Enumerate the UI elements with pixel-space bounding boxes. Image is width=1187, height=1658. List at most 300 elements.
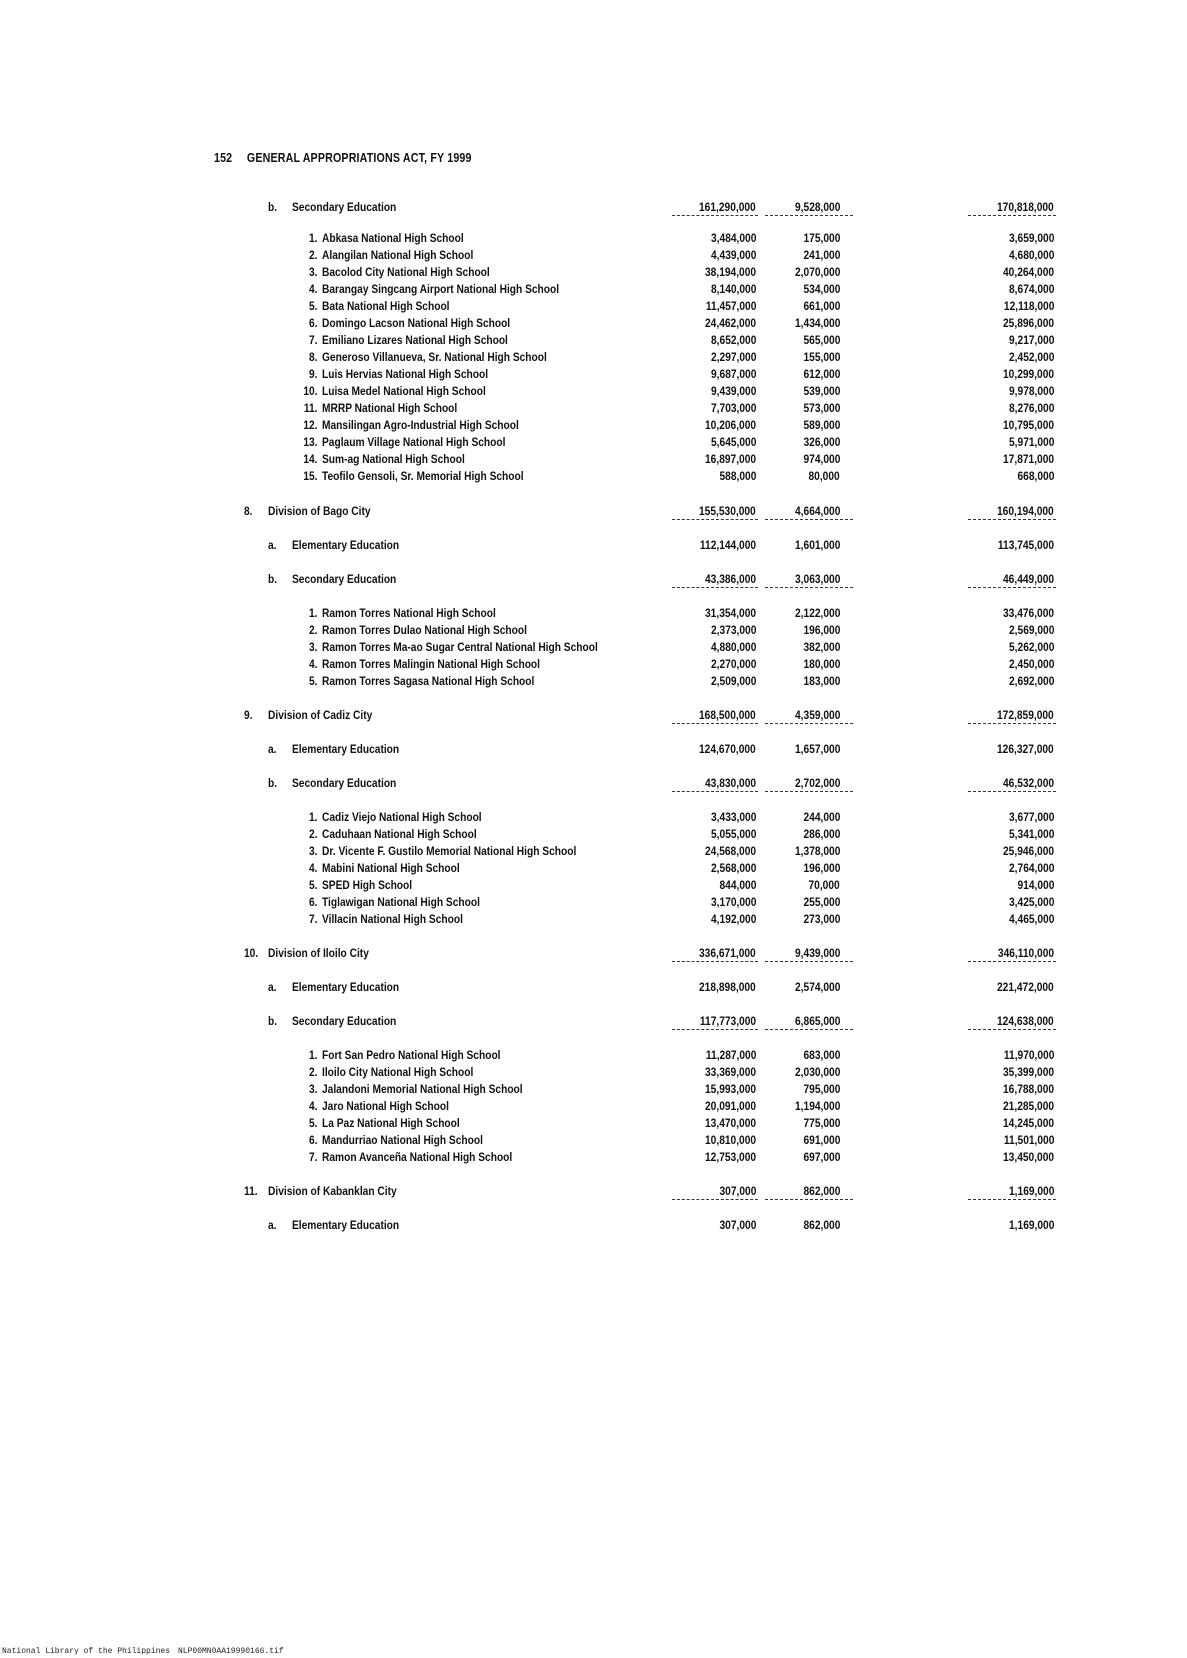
- item-number: 4.: [308, 657, 318, 671]
- amount-col-2: 9,439,000: [794, 946, 840, 960]
- subtotal-rule: [765, 961, 853, 962]
- item-number: 12.: [303, 418, 318, 432]
- amount-col-1: 31,354,000: [704, 606, 756, 620]
- school-row: [0, 655, 1187, 673]
- amount-total: 14,245,000: [1002, 1116, 1054, 1130]
- amount-col-1: 117,773,000: [699, 1014, 756, 1028]
- item-label: MRRP National High School: [322, 401, 458, 415]
- amount-col-2: 2,070,000: [794, 265, 840, 279]
- item-number: 1.: [308, 1048, 318, 1062]
- amount-total: 346,110,000: [997, 946, 1054, 960]
- item-label: Elementary Education: [292, 980, 400, 994]
- amount-col-1: 9,439,000: [710, 384, 756, 398]
- item-number: 3.: [308, 1082, 318, 1096]
- item-label: Ramon Torres Malingin National High School: [322, 657, 540, 671]
- amount-col-2: 196,000: [803, 623, 840, 637]
- item-label: Mandurriao National High School: [322, 1133, 483, 1147]
- item-label: Jalandoni Memorial National High School: [322, 1082, 523, 1096]
- item-label: Barangay Singcang Airport National High School: [322, 282, 560, 296]
- item-number: 1.: [308, 606, 318, 620]
- amount-total: 10,795,000: [1002, 418, 1054, 432]
- amount-total: 1,169,000: [1008, 1218, 1054, 1232]
- school-row: [0, 382, 1187, 400]
- amount-col-2: 196,000: [803, 861, 840, 875]
- subtotal-rule: [765, 519, 853, 520]
- amount-col-2: 1,601,000: [794, 538, 840, 552]
- amount-col-2: 1,194,000: [794, 1099, 840, 1113]
- amount-col-1: 2,270,000: [710, 657, 756, 671]
- amount-col-2: 80,000: [808, 469, 840, 483]
- school-row: [0, 246, 1187, 264]
- amount-total: 221,472,000: [997, 980, 1054, 994]
- amount-col-1: 5,055,000: [710, 827, 756, 841]
- item-label: Elementary Education: [292, 1218, 400, 1232]
- item-number: 10.: [244, 946, 259, 960]
- item-number: 14.: [303, 452, 318, 466]
- item-number: 5.: [308, 674, 318, 688]
- amount-col-1: 12,753,000: [704, 1150, 756, 1164]
- amount-col-1: 336,671,000: [699, 946, 756, 960]
- amount-col-2: 70,000: [808, 878, 840, 892]
- subtotal-rule: [968, 723, 1056, 724]
- school-row: [0, 1114, 1187, 1132]
- subtotal-rule: [765, 215, 853, 216]
- school-row: [0, 331, 1187, 349]
- item-label: Abkasa National High School: [322, 231, 464, 245]
- item-number: 7.: [308, 1150, 318, 1164]
- amount-total: 25,896,000: [1002, 316, 1054, 330]
- amount-col-2: 1,378,000: [794, 844, 840, 858]
- amount-col-2: 795,000: [803, 1082, 840, 1096]
- amount-col-2: 573,000: [803, 401, 840, 415]
- amount-col-1: 11,287,000: [705, 1048, 756, 1062]
- amount-total: 11,970,000: [1003, 1048, 1054, 1062]
- amount-total: 35,399,000: [1002, 1065, 1054, 1079]
- subtotal-rule: [968, 1199, 1056, 1200]
- item-number: 1.: [308, 810, 318, 824]
- amount-total: 25,946,000: [1002, 844, 1054, 858]
- school-row: [0, 399, 1187, 417]
- item-number: 2.: [308, 248, 318, 262]
- amount-total: 5,262,000: [1008, 640, 1054, 654]
- division-row: [0, 502, 1187, 520]
- amount-total: 13,450,000: [1002, 1150, 1054, 1164]
- amount-total: 113,745,000: [997, 538, 1054, 552]
- amount-col-2: 273,000: [803, 912, 840, 926]
- page-number: 152: [214, 150, 233, 165]
- item-label: Bata National High School: [322, 299, 450, 313]
- amount-col-1: 307,000: [719, 1184, 756, 1198]
- amount-col-1: 24,462,000: [704, 316, 756, 330]
- item-label: Secondary Education: [292, 200, 397, 214]
- amount-col-2: 697,000: [803, 1150, 840, 1164]
- subtotal-rule: [968, 791, 1056, 792]
- item-label: Ramon Torres Sagasa National High School: [322, 674, 535, 688]
- item-number: 8.: [244, 504, 253, 518]
- amount-col-2: 3,063,000: [794, 572, 840, 586]
- amount-total: 5,341,000: [1008, 827, 1054, 841]
- amount-col-2: 4,359,000: [794, 708, 840, 722]
- item-label: Division of Cadiz City: [268, 708, 373, 722]
- amount-col-2: 589,000: [803, 418, 840, 432]
- school-row: [0, 638, 1187, 656]
- item-number: 3.: [308, 265, 318, 279]
- item-number: 7.: [308, 333, 318, 347]
- amount-col-1: 588,000: [719, 469, 756, 483]
- item-number: 10.: [303, 384, 318, 398]
- amount-total: 46,449,000: [1002, 572, 1054, 586]
- amount-col-1: 3,433,000: [710, 810, 756, 824]
- amount-total: 4,465,000: [1008, 912, 1054, 926]
- amount-col-1: 7,703,000: [710, 401, 756, 415]
- school-row: [0, 876, 1187, 894]
- amount-col-2: 244,000: [803, 810, 840, 824]
- subtotal-rule: [765, 791, 853, 792]
- subtotal-rule: [672, 961, 758, 962]
- amount-col-1: 168,500,000: [699, 708, 756, 722]
- education-level-row: [0, 774, 1187, 792]
- school-row: [0, 314, 1187, 332]
- item-number: 6.: [308, 895, 318, 909]
- item-label: Secondary Education: [292, 1014, 397, 1028]
- amount-col-2: 1,434,000: [794, 316, 840, 330]
- amount-total: 172,859,000: [997, 708, 1054, 722]
- amount-col-2: 534,000: [803, 282, 840, 296]
- item-number: 11.: [303, 401, 318, 415]
- education-level-row: [0, 570, 1187, 588]
- subtotal-rule: [765, 723, 853, 724]
- amount-col-1: 20,091,000: [704, 1099, 756, 1113]
- item-label: Elementary Education: [292, 742, 400, 756]
- amount-total: 40,264,000: [1002, 265, 1054, 279]
- subtotal-rule: [672, 587, 758, 588]
- amount-col-2: 180,000: [803, 657, 840, 671]
- amount-col-1: 2,568,000: [710, 861, 756, 875]
- item-label: Dr. Vicente F. Gustilo Memorial National High School: [322, 844, 577, 858]
- amount-total: 16,788,000: [1002, 1082, 1054, 1096]
- amount-col-1: 307,000: [719, 1218, 756, 1232]
- amount-col-1: 10,810,000: [704, 1133, 756, 1147]
- amount-col-2: 2,702,000: [794, 776, 840, 790]
- amount-col-2: 255,000: [803, 895, 840, 909]
- item-number: 2.: [308, 1065, 318, 1079]
- subtotal-rule: [672, 519, 758, 520]
- school-row: [0, 416, 1187, 434]
- amount-total: 11,501,000: [1003, 1133, 1054, 1147]
- item-number: a.: [268, 742, 277, 756]
- amount-total: 9,978,000: [1008, 384, 1054, 398]
- scan-filename: NLP00MN0AA19990166.tif: [178, 1647, 284, 1656]
- item-number: 6.: [308, 316, 318, 330]
- item-label: Ramon Torres Dulao National High School: [322, 623, 527, 637]
- amount-total: 2,764,000: [1008, 861, 1054, 875]
- education-level-row: [0, 1216, 1187, 1234]
- amount-col-2: 775,000: [803, 1116, 840, 1130]
- subtotal-rule: [968, 215, 1056, 216]
- amount-col-1: 155,530,000: [699, 504, 756, 518]
- item-number: 1.: [308, 231, 318, 245]
- school-row: [0, 467, 1187, 485]
- amount-total: 10,299,000: [1002, 367, 1054, 381]
- amount-col-2: 155,000: [803, 350, 840, 364]
- amount-total: 668,000: [1017, 469, 1054, 483]
- amount-total: 170,818,000: [997, 200, 1054, 214]
- item-label: Fort San Pedro National High School: [322, 1048, 501, 1062]
- school-row: [0, 433, 1187, 451]
- education-level-row: [0, 740, 1187, 758]
- item-label: Luis Hervias National High School: [322, 367, 489, 381]
- item-number: 4.: [308, 282, 318, 296]
- amount-col-2: 241,000: [803, 248, 840, 262]
- item-label: Luisa Medel National High School: [322, 384, 486, 398]
- school-row: [0, 910, 1187, 928]
- item-number: 3.: [308, 640, 318, 654]
- item-number: 6.: [308, 1133, 318, 1147]
- item-label: Emiliano Lizares National High School: [322, 333, 508, 347]
- amount-col-1: 9,687,000: [710, 367, 756, 381]
- item-number: 11.: [244, 1184, 258, 1198]
- school-row: [0, 672, 1187, 690]
- amount-col-1: 15,993,000: [704, 1082, 756, 1096]
- item-number: 2.: [308, 827, 318, 841]
- item-label: Villacin National High School: [322, 912, 463, 926]
- item-number: 4.: [308, 861, 318, 875]
- item-label: Ramon Torres National High School: [322, 606, 496, 620]
- division-row: [0, 944, 1187, 962]
- school-row: [0, 1148, 1187, 1166]
- amount-col-1: 218,898,000: [699, 980, 756, 994]
- item-number: 8.: [308, 350, 318, 364]
- item-label: Secondary Education: [292, 572, 397, 586]
- item-number: b.: [268, 572, 278, 586]
- school-row: [0, 229, 1187, 247]
- amount-total: 33,476,000: [1002, 606, 1054, 620]
- item-label: La Paz National High School: [322, 1116, 460, 1130]
- amount-col-1: 4,192,000: [710, 912, 756, 926]
- amount-total: 3,677,000: [1008, 810, 1054, 824]
- school-row: [0, 263, 1187, 281]
- amount-col-2: 2,030,000: [794, 1065, 840, 1079]
- school-row: [0, 1097, 1187, 1115]
- amount-col-1: 43,386,000: [704, 572, 756, 586]
- amount-col-2: 661,000: [803, 299, 840, 313]
- amount-col-2: 4,664,000: [794, 504, 840, 518]
- item-number: 3.: [308, 844, 318, 858]
- subtotal-rule: [968, 519, 1056, 520]
- education-level-row: [0, 536, 1187, 554]
- document-title: GENERAL APPROPRIATIONS ACT, FY 1999: [246, 150, 472, 165]
- subtotal-rule: [672, 1029, 758, 1030]
- education-level-row: [0, 198, 1187, 216]
- amount-col-2: 2,122,000: [794, 606, 840, 620]
- item-label: Bacolod City National High School: [322, 265, 490, 279]
- school-row: [0, 450, 1187, 468]
- amount-col-2: 691,000: [803, 1133, 840, 1147]
- item-number: a.: [268, 980, 277, 994]
- amount-total: 2,569,000: [1008, 623, 1054, 637]
- amount-col-1: 33,369,000: [704, 1065, 756, 1079]
- item-label: Teofilo Gensoli, Sr. Memorial High School: [322, 469, 524, 483]
- item-label: Ramon Avanceña National High School: [322, 1150, 513, 1164]
- item-label: Jaro National High School: [322, 1099, 449, 1113]
- subtotal-rule: [968, 587, 1056, 588]
- item-label: Secondary Education: [292, 776, 397, 790]
- amount-col-2: 683,000: [803, 1048, 840, 1062]
- subtotal-rule: [672, 791, 758, 792]
- item-label: Mabini National High School: [322, 861, 460, 875]
- item-number: b.: [268, 776, 278, 790]
- amount-total: 5,971,000: [1008, 435, 1054, 449]
- item-label: SPED High School: [322, 878, 413, 892]
- division-row: [0, 1182, 1187, 1200]
- library-credit: National Library of the Philippines: [2, 1647, 171, 1656]
- amount-col-2: 382,000: [803, 640, 840, 654]
- item-label: Division of Kabanklan City: [268, 1184, 397, 1198]
- item-number: 5.: [308, 878, 318, 892]
- item-number: b.: [268, 200, 278, 214]
- amount-total: 9,217,000: [1008, 333, 1054, 347]
- item-number: b.: [268, 1014, 278, 1028]
- amount-total: 8,276,000: [1008, 401, 1054, 415]
- item-label: Cadiz Viejo National High School: [322, 810, 482, 824]
- school-row: [0, 1080, 1187, 1098]
- subtotal-rule: [672, 215, 758, 216]
- subtotal-rule: [765, 1199, 853, 1200]
- amount-col-2: 612,000: [803, 367, 840, 381]
- amount-col-1: 13,470,000: [704, 1116, 756, 1130]
- amount-col-1: 3,170,000: [710, 895, 756, 909]
- amount-col-2: 286,000: [803, 827, 840, 841]
- amount-col-2: 2,574,000: [794, 980, 840, 994]
- item-label: Tiglawigan National High School: [322, 895, 480, 909]
- amount-col-1: 11,457,000: [705, 299, 756, 313]
- item-label: Division of Iloilo City: [268, 946, 369, 960]
- school-row: [0, 297, 1187, 315]
- school-row: [0, 280, 1187, 298]
- item-label: Iloilo City National High School: [322, 1065, 474, 1079]
- item-number: 9.: [244, 708, 253, 722]
- amount-total: 21,285,000: [1002, 1099, 1054, 1113]
- amount-col-2: 862,000: [803, 1218, 840, 1232]
- amount-total: 2,692,000: [1008, 674, 1054, 688]
- amount-col-1: 112,144,000: [699, 538, 756, 552]
- amount-col-1: 10,206,000: [704, 418, 756, 432]
- school-row: [0, 604, 1187, 622]
- item-label: Mansilingan Agro-Industrial High School: [322, 418, 519, 432]
- amount-col-2: 1,657,000: [794, 742, 840, 756]
- amount-total: 12,118,000: [1003, 299, 1054, 313]
- education-level-row: [0, 1012, 1187, 1030]
- item-label: Domingo Lacson National High School: [322, 316, 511, 330]
- item-label: Ramon Torres Ma-ao Sugar Central National High School: [322, 640, 598, 654]
- school-row: [0, 1046, 1187, 1064]
- amount-col-1: 38,194,000: [704, 265, 756, 279]
- amount-total: 3,425,000: [1008, 895, 1054, 909]
- subtotal-rule: [968, 1029, 1056, 1030]
- item-number: 4.: [308, 1099, 318, 1113]
- item-number: 13.: [303, 435, 318, 449]
- school-row: [0, 365, 1187, 383]
- school-row: [0, 1131, 1187, 1149]
- item-label: Alangilan National High School: [322, 248, 474, 262]
- item-number: 9.: [308, 367, 318, 381]
- amount-total: 1,169,000: [1008, 1184, 1054, 1198]
- subtotal-rule: [672, 723, 758, 724]
- item-number: 2.: [308, 623, 318, 637]
- amount-total: 914,000: [1017, 878, 1054, 892]
- amount-total: 46,532,000: [1002, 776, 1054, 790]
- amount-total: 126,327,000: [997, 742, 1054, 756]
- amount-col-2: 326,000: [803, 435, 840, 449]
- amount-col-2: 565,000: [803, 333, 840, 347]
- school-row: [0, 808, 1187, 826]
- school-row: [0, 825, 1187, 843]
- item-number: 15.: [303, 469, 318, 483]
- item-number: a.: [268, 538, 277, 552]
- amount-total: 8,674,000: [1008, 282, 1054, 296]
- amount-total: 3,659,000: [1008, 231, 1054, 245]
- amount-col-1: 124,670,000: [699, 742, 756, 756]
- amount-col-1: 2,373,000: [710, 623, 756, 637]
- amount-col-1: 8,140,000: [710, 282, 756, 296]
- amount-col-1: 3,484,000: [710, 231, 756, 245]
- amount-col-2: 974,000: [803, 452, 840, 466]
- amount-col-2: 183,000: [803, 674, 840, 688]
- amount-col-1: 8,652,000: [710, 333, 756, 347]
- subtotal-rule: [672, 1199, 758, 1200]
- school-row: [0, 621, 1187, 639]
- amount-col-1: 5,645,000: [710, 435, 756, 449]
- amount-col-1: 4,439,000: [710, 248, 756, 262]
- subtotal-rule: [765, 1029, 853, 1030]
- item-label: Generoso Villanueva, Sr. National High School: [322, 350, 547, 364]
- item-number: 5.: [308, 1116, 318, 1130]
- item-label: Elementary Education: [292, 538, 400, 552]
- amount-col-2: 862,000: [803, 1184, 840, 1198]
- item-label: Paglaum Village National High School: [322, 435, 506, 449]
- item-label: Division of Bago City: [268, 504, 371, 518]
- amount-total: 124,638,000: [997, 1014, 1054, 1028]
- education-level-row: [0, 978, 1187, 996]
- amount-col-1: 43,830,000: [704, 776, 756, 790]
- amount-col-1: 2,509,000: [710, 674, 756, 688]
- amount-col-1: 2,297,000: [710, 350, 756, 364]
- item-label: Caduhaan National High School: [322, 827, 477, 841]
- school-row: [0, 893, 1187, 911]
- amount-col-2: 6,865,000: [794, 1014, 840, 1028]
- item-number: a.: [268, 1218, 277, 1232]
- amount-col-1: 4,880,000: [710, 640, 756, 654]
- amount-total: 2,450,000: [1008, 657, 1054, 671]
- amount-total: 2,452,000: [1008, 350, 1054, 364]
- amount-col-1: 24,568,000: [704, 844, 756, 858]
- school-row: [0, 1063, 1187, 1081]
- amount-col-2: 175,000: [803, 231, 840, 245]
- school-row: [0, 859, 1187, 877]
- amount-col-1: 16,897,000: [704, 452, 756, 466]
- amount-total: 160,194,000: [997, 504, 1054, 518]
- division-row: [0, 706, 1187, 724]
- item-label: Sum-ag National High School: [322, 452, 465, 466]
- subtotal-rule: [765, 587, 853, 588]
- amount-col-2: 9,528,000: [794, 200, 840, 214]
- school-row: [0, 348, 1187, 366]
- item-number: 5.: [308, 299, 318, 313]
- amount-total: 17,871,000: [1002, 452, 1054, 466]
- subtotal-rule: [968, 961, 1056, 962]
- school-row: [0, 842, 1187, 860]
- amount-col-1: 844,000: [719, 878, 756, 892]
